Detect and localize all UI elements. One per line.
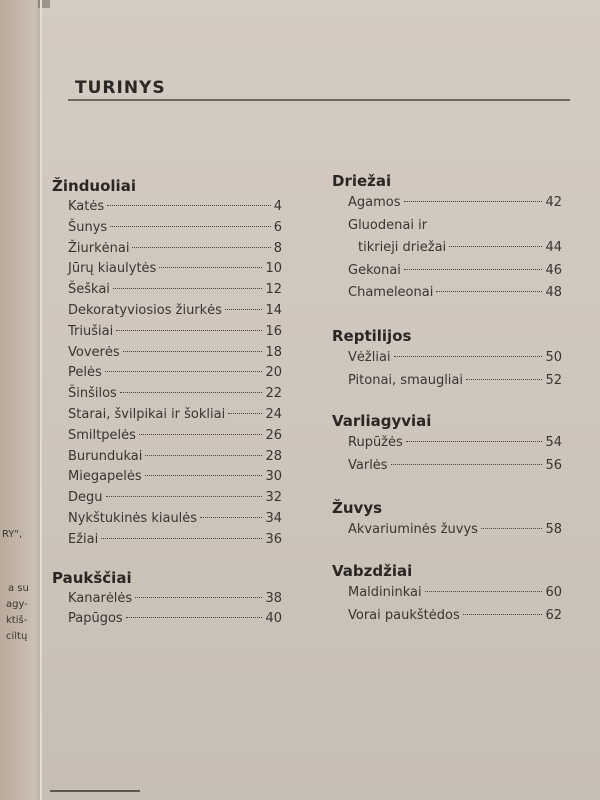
dot-leader [110, 226, 271, 227]
page-number: 10 [265, 261, 282, 277]
entry-label: Starai, švilpikai ir šokliai [68, 406, 226, 422]
facing-page-text: RY", [2, 529, 23, 540]
page-number: 22 [265, 386, 282, 402]
toc-section [332, 497, 562, 542]
page-number: 42 [545, 195, 562, 210]
entry-label: Chameleonai [348, 285, 434, 301]
toc-entry[interactable] [52, 280, 282, 301]
toc-section [52, 567, 282, 631]
entry-label: Kanarėlės [68, 590, 133, 606]
page-number: 58 [545, 522, 562, 538]
toc-entry[interactable] [52, 239, 282, 260]
page-number: 4 [273, 199, 282, 214]
toc-section [52, 175, 282, 551]
entry-label: Gluodenai ir [348, 217, 428, 233]
page-number: 12 [265, 282, 282, 298]
page-number: 40 [265, 611, 282, 627]
entry-label: Rupūžės [348, 435, 403, 451]
bottom-rule [50, 790, 140, 792]
facing-page-edge [0, 0, 40, 800]
entry-label: Katės [68, 199, 105, 214]
page-gutter [40, 0, 42, 800]
toc-entry[interactable] [332, 215, 562, 238]
page-number: 32 [265, 490, 282, 506]
toc-entry[interactable] [332, 519, 562, 542]
entry-label: Triušiai [68, 323, 114, 339]
facing-page-text: ciltų [6, 631, 28, 642]
toc-entry[interactable] [52, 447, 282, 468]
toc-entry[interactable] [52, 509, 282, 530]
page-title: TURINYS [75, 78, 166, 98]
entry-label: Pelės [68, 365, 102, 381]
dot-leader [105, 371, 263, 372]
section-title: Driežai [332, 172, 392, 190]
page-number: 14 [265, 302, 282, 318]
entry-label: Agamos [348, 195, 401, 210]
page-number: 24 [265, 406, 282, 422]
dot-leader [436, 291, 542, 292]
dot-leader [159, 267, 262, 268]
dot-leader [116, 330, 262, 331]
entry-label: Vorai paukštėdos [348, 607, 460, 623]
toc-section [332, 325, 562, 392]
toc-entry[interactable] [332, 432, 562, 455]
dot-leader [145, 475, 263, 476]
dot-leader [225, 309, 263, 310]
toc-entry[interactable] [52, 301, 282, 322]
dot-leader [101, 538, 262, 539]
dot-leader [139, 434, 263, 435]
section-title: Žinduoliai [52, 177, 136, 195]
entry-label: Smiltpelės [68, 427, 136, 443]
toc-entry[interactable] [52, 197, 282, 218]
toc-section [332, 410, 562, 477]
toc-entry[interactable] [52, 343, 282, 364]
dot-leader [120, 392, 263, 393]
toc-entry[interactable] [332, 370, 562, 393]
page-number: 46 [545, 262, 562, 278]
page-number: 6 [273, 219, 282, 235]
toc-section [332, 560, 562, 627]
entry-label: Žiurkėnai [68, 240, 130, 256]
toc-entry[interactable] [52, 259, 282, 280]
dot-leader [425, 591, 543, 592]
entry-label: Ežiai [68, 531, 99, 547]
toc-left-column [52, 175, 282, 648]
entry-label: Varlės [348, 457, 388, 473]
dot-leader [107, 205, 271, 206]
section-title: Vabzdžiai [332, 561, 413, 580]
dot-leader [406, 441, 543, 442]
page-number: 30 [265, 469, 282, 485]
dot-leader [466, 379, 542, 380]
page-number: 60 [545, 584, 562, 600]
toc-entry[interactable] [52, 218, 282, 239]
toc-entry[interactable] [52, 589, 282, 610]
toc-entry[interactable] [52, 467, 282, 488]
entry-label: Pitonai, smaugliai [348, 372, 463, 388]
toc-right-column [332, 170, 562, 627]
dot-leader [391, 464, 543, 465]
toc-entry[interactable] [52, 426, 282, 447]
title-rule [68, 99, 570, 101]
page-number: 38 [265, 590, 282, 606]
dot-leader [113, 288, 263, 289]
page-number: 62 [545, 607, 562, 623]
facing-page-text: a su [8, 583, 29, 594]
dot-leader [228, 413, 262, 414]
entry-label: Nykštukinės kiaulės [68, 510, 198, 526]
toc-entry[interactable] [52, 488, 282, 509]
entry-label: Šeškai [68, 282, 110, 298]
dot-leader [463, 614, 543, 615]
page-number: 44 [545, 240, 562, 256]
dot-leader [449, 246, 542, 247]
entry-label: Akvariuminės žuvys [348, 522, 478, 538]
page-number: 20 [265, 365, 282, 381]
entry-label: Vėžliai [348, 349, 391, 365]
page-number: 16 [265, 323, 282, 339]
dot-leader [404, 201, 543, 202]
toc-entry[interactable] [52, 322, 282, 343]
toc-entry[interactable] [332, 260, 562, 283]
section-title: Reptilijos [332, 326, 412, 345]
entry-label: Dekoratyviosios žiurkės [68, 302, 222, 318]
entry-label: Papūgos [68, 611, 123, 627]
dot-leader [394, 356, 543, 357]
dot-leader [135, 597, 262, 598]
page-number: 18 [265, 344, 282, 360]
page-number: 26 [265, 427, 282, 443]
dot-leader [200, 517, 262, 518]
toc-section [332, 170, 562, 305]
entry-label: Maldininkai [348, 584, 422, 600]
dot-leader [145, 455, 262, 456]
toc-entry[interactable] [332, 582, 562, 605]
dot-leader [123, 351, 263, 352]
dot-leader [126, 617, 263, 618]
page-number: 34 [265, 510, 282, 526]
entry-label: Miegapelės [68, 469, 142, 485]
page-number: 28 [265, 448, 282, 464]
entry-label: Degu [68, 490, 103, 506]
toc-entry[interactable] [332, 192, 562, 215]
dot-leader [404, 269, 543, 270]
toc-entry[interactable] [52, 363, 282, 384]
entry-label: Burundukai [68, 448, 143, 464]
section-title: Paukščiai [52, 568, 132, 587]
page-number: 56 [545, 457, 562, 473]
toc-entry[interactable] [332, 455, 562, 478]
facing-page-text: ktiš- [6, 615, 28, 626]
page-number: 50 [545, 349, 562, 365]
section-title: Varliagyviai [332, 412, 432, 431]
toc-entry[interactable] [52, 530, 282, 551]
entry-label: Jūrų kiaulytės [68, 261, 157, 277]
toc-entry[interactable] [52, 405, 282, 426]
dot-leader [481, 528, 543, 529]
page-number: 54 [545, 435, 562, 451]
toc-entry[interactable] [332, 237, 562, 260]
entry-label: Šunys [68, 219, 108, 235]
page-number: 36 [265, 531, 282, 547]
dot-leader [132, 247, 270, 248]
toc-entry[interactable] [332, 605, 562, 628]
page-number: 52 [545, 372, 562, 388]
toc-entry[interactable] [52, 609, 282, 630]
dot-leader [106, 496, 263, 497]
facing-page-text: agy- [6, 599, 28, 610]
toc-entry[interactable] [52, 384, 282, 405]
toc-entry[interactable] [332, 282, 562, 305]
section-title: Žuvys [332, 499, 383, 518]
entry-label: tikrieji driežai [358, 240, 447, 256]
entry-label: Voverės [68, 344, 120, 360]
entry-label: Gekonai [348, 262, 401, 278]
entry-label: Šinšilos [68, 386, 117, 402]
page-number: 8 [273, 240, 282, 256]
page-number: 48 [545, 285, 562, 301]
toc-entry[interactable] [332, 347, 562, 370]
